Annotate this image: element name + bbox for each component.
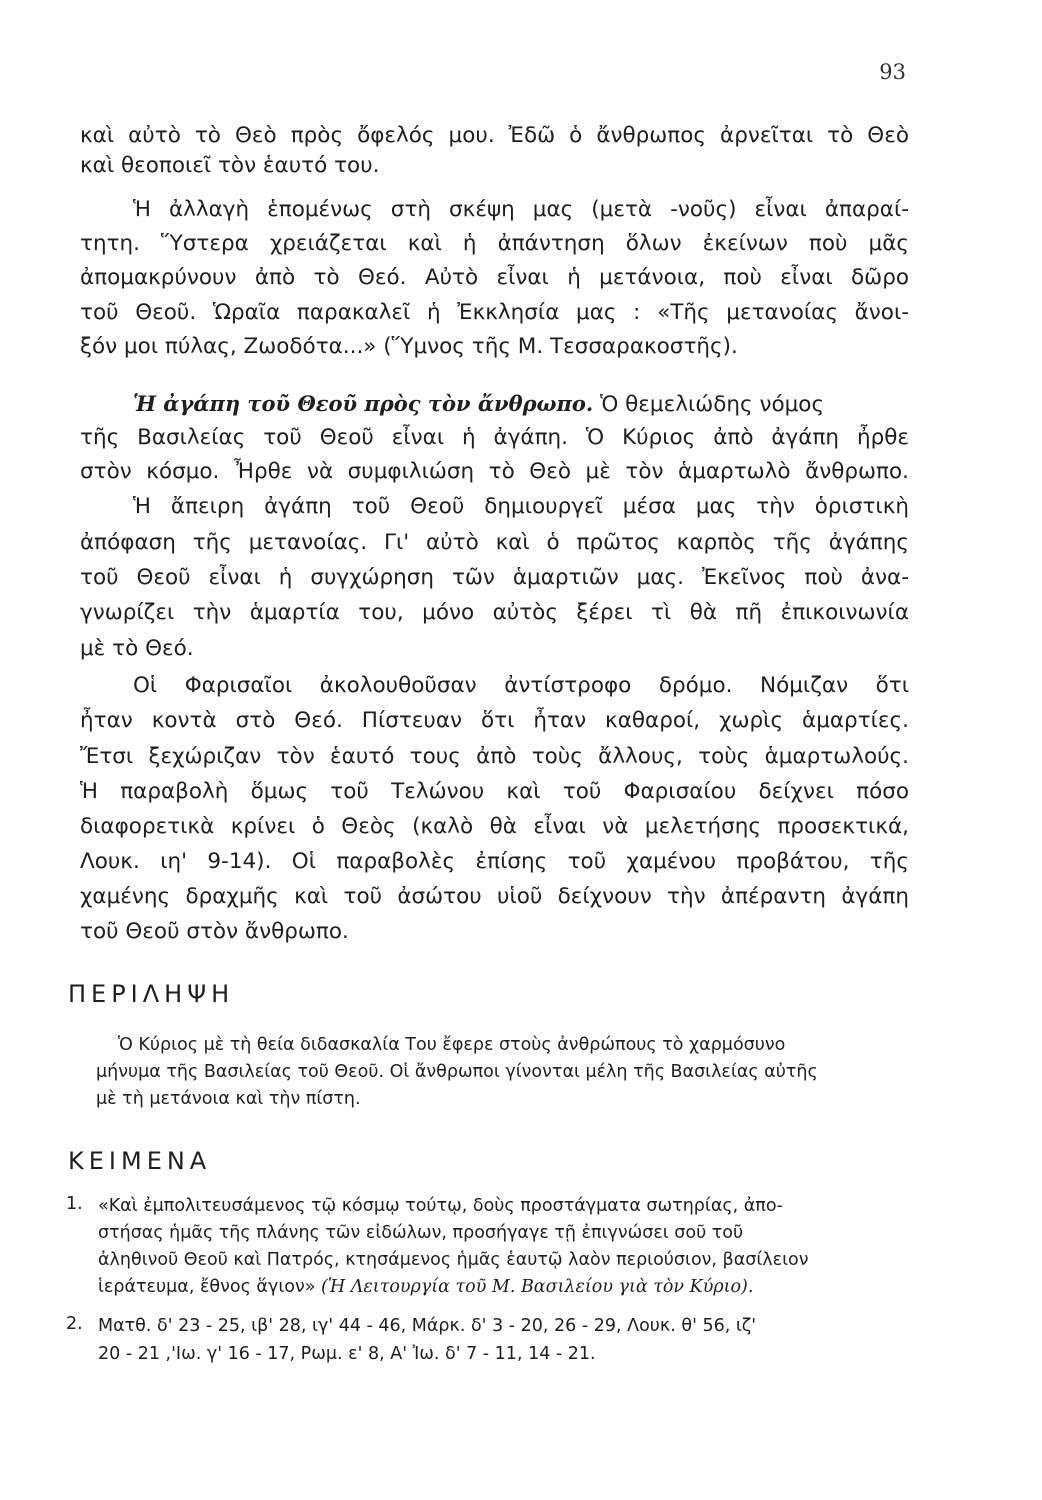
text-line: τῆς Βασιλείας τοῦ Θεοῦ εἶναι ἡ ἀγάπη. Ὁ Κύριος ἀπὸ ἀγάπη ἦρθε <box>80 425 909 450</box>
list-item-line: 20 - 21 ,'Ιω. γ' 16 - 17, Ρωμ. ε' 8, Α' Ἰω. δ' 7 - 11, 14 - 21. <box>98 1344 596 1364</box>
texts-title: ΚΕΙΜΕΝΑ <box>68 1147 212 1175</box>
list-item-line: «Καὶ ἐμπολιτευσάμενος τῷ κόσμῳ τούτῳ, δοὺς προστάγματα σωτηρίας, ἀπο- <box>98 1196 783 1216</box>
text-line: τοῦ Θεοῦ εἶναι ἡ συγχώρηση τῶν ἁμαρτιῶν μας. Ἐκεῖνος ποὺ ἀνα- <box>80 565 909 590</box>
text-line: ξόν μοι πύλας, Ζωοδότα...» (Ὕμνος τῆς Μ. Τεσσαρακοστῆς). <box>80 334 738 359</box>
text-fragment: Ὁ θεμελιώδης νόμος <box>593 392 825 417</box>
text-line: γνωρίζει τὴν ἁμαρτία του, μόνο αὐτὸς ξέρει τὶ θὰ πῆ ἐπικοινωνία <box>80 600 909 625</box>
summary-line: Ὁ Κύριος μὲ τὴ θεία διδασκαλία Του ἔφερε στοὺς ἀνθρώπους τὸ χαρμόσυνο <box>118 1035 786 1055</box>
list-item-line: ἀληθινοῦ Θεοῦ καὶ Πατρός, κτησάμενος ἡμᾶς ἑαυτῷ λαὸν περιούσιον, βασίλειον <box>98 1250 809 1270</box>
text-fragment: ἱεράτευμα, ἔθνος ἅγιον» <box>98 1277 316 1297</box>
list-item-line: στήσας ἡμᾶς τῆς πλάνης τῶν εἰδώλων, προσήγαγε τῇ ἐπιγνώσει σοῦ τοῦ <box>98 1223 744 1243</box>
summary-title: ΠΕΡΙΛΗΨΗ <box>68 980 235 1008</box>
text-line: Ἡ ἀλλαγὴ ἑπομένως στὴ σκέψη μας (μετὰ -νοῦς) εἶναι ἀπαραί- <box>133 197 909 222</box>
text-line: ἀπόφαση τῆς μετανοίας. Γι' αὐτὸ καὶ ὁ πρῶτος καρπὸς τῆς ἀγάπης <box>80 530 909 555</box>
text-line: τητη. Ὕστερα χρειάζεται καὶ ἡ ἀπάντηση ὅλων ἐκείνων ποὺ μᾶς <box>80 231 909 256</box>
list-item-line <box>98 1274 909 1300</box>
text-line: διαφορετικὰ κρίνει ὁ Θεὸς (καλὸ θὰ εἶναι νὰ μελετήσης προσεκτικά, <box>80 814 909 839</box>
text-line: Ἡ παραβολὴ ὅμως τοῦ Τελώνου καὶ τοῦ Φαρισαίου δείχνει πόσο <box>80 779 909 804</box>
text-line: χαμένης δραχμῆς καὶ τοῦ ἀσώτου υἱοῦ δείχνουν τὴν ἀπέραντη ἀγάπη <box>80 884 909 909</box>
text-line: Ἔτσι ξεχώριζαν τὸν ἑαυτό τους ἀπὸ τοὺς ἄλλους, τοὺς ἁμαρτωλούς. <box>80 744 909 769</box>
page-number: 93 <box>879 60 906 84</box>
paragraph-heading: Ἡ ἀγάπη τοῦ Θεοῦ πρὸς τὸν ἄνθρωπο. <box>133 391 594 416</box>
text-line: μὲ τὸ Θεό. <box>80 636 194 661</box>
summary-line: μὲ τὴ μετάνοια καὶ τὴν πίστη. <box>96 1089 361 1109</box>
paragraph-heading-line <box>133 389 909 420</box>
text-line: καὶ αὐτὸ τὸ Θεὸ πρὸς ὄφελός μου. Ἐδῶ ὁ ἄνθρωπος ἀρνεῖται τὸ Θεὸ <box>80 123 909 148</box>
citation: (Ἡ Λειτουργία τοῦ Μ. Βασιλείου γιὰ τὸν Κύριο). <box>315 1277 754 1297</box>
list-item-line: Ματθ. δ' 23 - 25, ιβ' 28, ιγ' 44 - 46, Μάρκ. δ' 3 - 20, 26 - 29, Λουκ. θ' 56, ιζ' <box>98 1316 757 1336</box>
summary-line: μήνυμα τῆς Βασιλείας τοῦ Θεοῦ. Οἱ ἄνθρωποι γίνονται μέλη τῆς Βασιλείας αὐτῆς <box>96 1062 818 1082</box>
text-line: στὸν κόσμο. Ἦρθε νὰ συμφιλιώση τὸ Θεὸ μὲ τὸν ἁμαρτωλὸ ἄνθρωπο. <box>80 459 909 484</box>
text-line: τοῦ Θεοῦ. Ὡραῖα παρακαλεῖ ἡ Ἐκκλησία μας : «Τῆς μετανοίας ἄνοι- <box>80 300 909 325</box>
text-line: καὶ θεοποιεῖ τὸν ἑαυτό του. <box>80 153 380 178</box>
list-item-number: 2. <box>66 1314 83 1334</box>
text-line: ἦταν κοντὰ στὸ Θεό. Πίστευαν ὅτι ἦταν καθαροί, χωρὶς ἁμαρτίες. <box>80 708 909 733</box>
text-line: Λουκ. ιη' 9-14). Οἱ παραβολὲς ἐπίσης τοῦ χαμένου προβάτου, τῆς <box>80 849 909 874</box>
text-line: Ἡ ἄπειρη ἀγάπη τοῦ Θεοῦ δημιουργεῖ μέσα μας τὴν ὁριστικὴ <box>133 494 909 519</box>
list-item-number: 1. <box>66 1194 83 1214</box>
text-line: ἀπομακρύνουν ἀπὸ τὸ Θεό. Αὐτὸ εἶναι ἡ μετάνοια, ποὺ εἶναι δῶρο <box>80 265 909 290</box>
text-line: Οἱ Φαρισαῖοι ἀκολουθοῦσαν ἀντίστροφο δρόμο. Νόμιζαν ὅτι <box>133 673 909 698</box>
text-line: τοῦ Θεοῦ στὸν ἄνθρωπο. <box>80 919 349 944</box>
